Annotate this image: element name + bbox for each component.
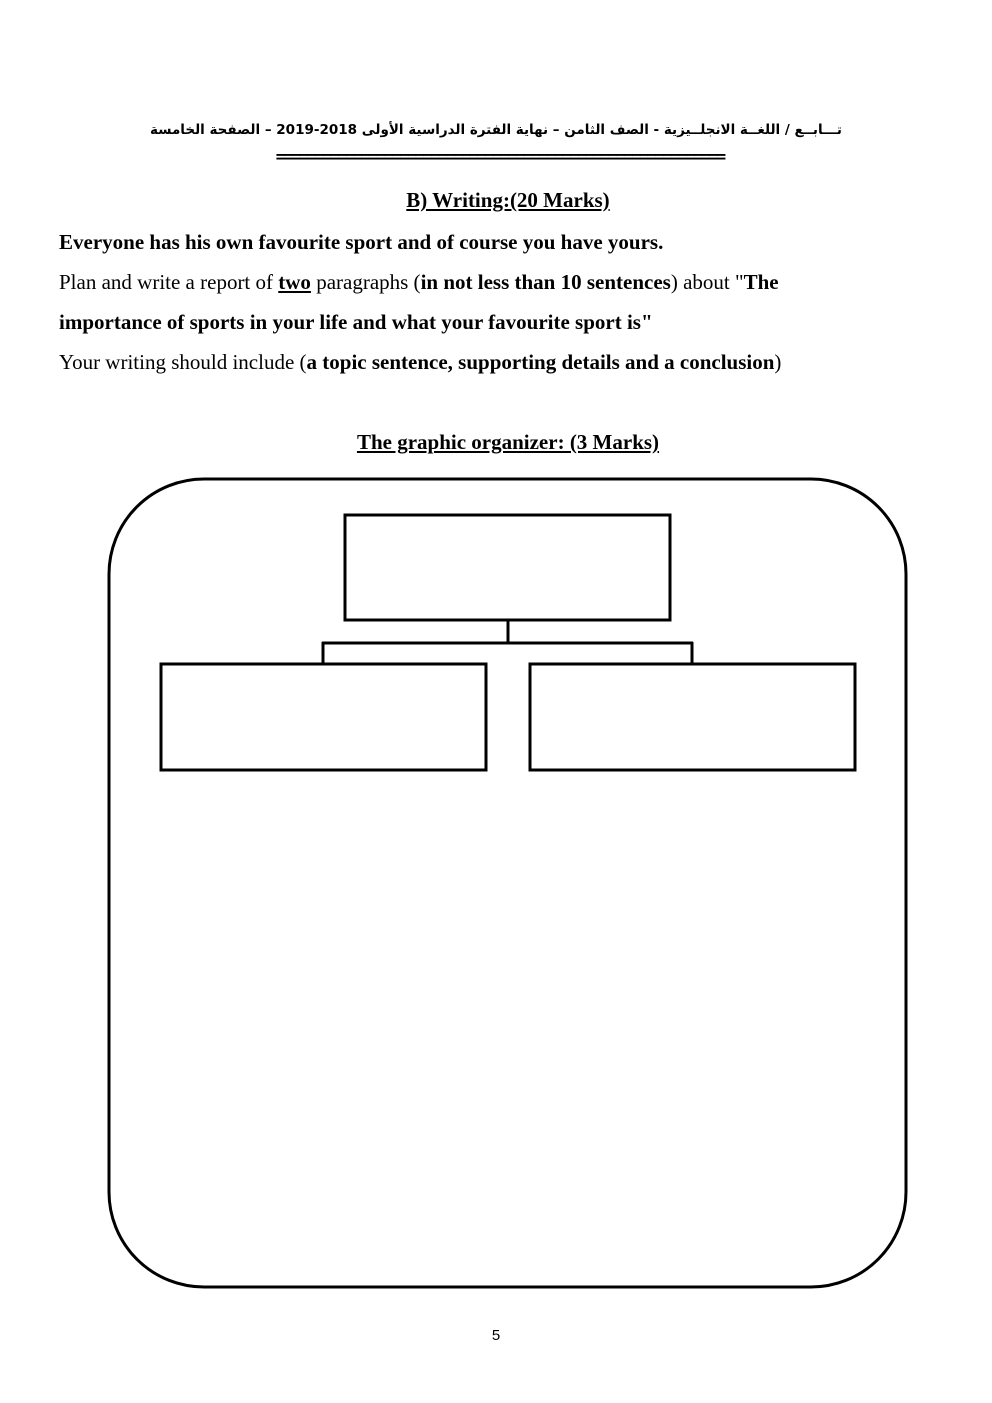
top-box[interactable]	[345, 515, 670, 620]
instruction-topic: importance of sports in your life and what your favourite sport is"	[59, 310, 653, 334]
left-box[interactable]	[161, 664, 486, 770]
instruction-text-a: Plan and write a report of	[59, 270, 279, 294]
instruction-topic-start: The	[743, 270, 779, 294]
exam-header: تـــابــع / اللغــة الانجلــيزية - الصف الثامن – نهاية الفترة الدراسية الأولى 2018-2019 – الصفحة الخامسة	[150, 122, 842, 138]
instruction-text-e: ) about "	[670, 270, 744, 294]
instruction-text-c: paragraphs (	[310, 270, 421, 294]
include-text-c: )	[774, 350, 782, 374]
organizer-title: The graphic organizer: (3 Marks)	[356, 430, 660, 454]
intro-text: Everyone has his own favourite sport and of course you have yours.	[59, 230, 664, 254]
header-divider: ==========================================================	[275, 147, 725, 166]
include-text-a: Your writing should include (	[59, 350, 307, 374]
section-title: B) Writing:(20 Marks)	[406, 188, 610, 212]
include-emphasis: a topic sentence, supporting details and a conclusion	[306, 350, 775, 374]
right-box[interactable]	[530, 664, 855, 770]
page-number: 5	[491, 1327, 501, 1344]
instruction-emphasis-sentences: in not less than 10 sentences	[420, 270, 671, 294]
instruction-emphasis-two: two	[278, 270, 311, 294]
